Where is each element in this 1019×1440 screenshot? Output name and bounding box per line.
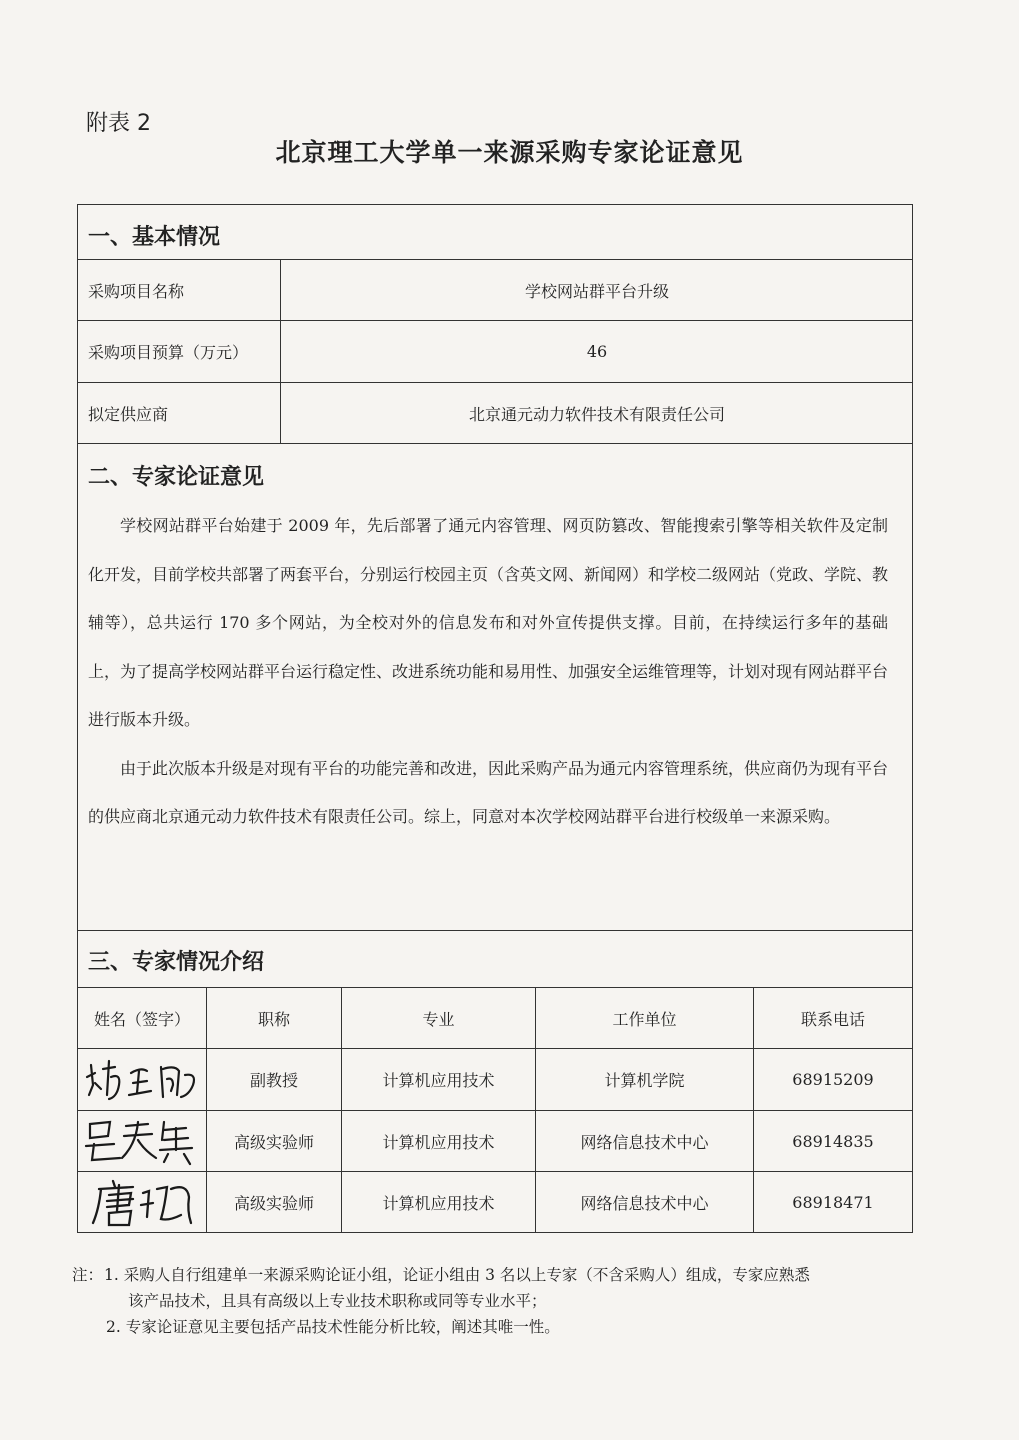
signature-1 [78,1049,206,1110]
expert-1-phone: 68915209 [792,1070,874,1089]
handwritten-signature-icon [87,1175,197,1229]
section2-heading: 二、专家论证意见 [88,465,265,490]
handwritten-signature-icon [81,1055,203,1105]
col-header-unit: 工作单位 [612,1009,677,1029]
expert-3-title: 高级实验师 [233,1193,314,1213]
row-label-budget: 采购项目预算（万元） [88,343,249,362]
expert-2-phone: 68914835 [792,1131,874,1151]
row-label-project-name: 采购项目名称 [88,281,185,301]
expert-1-unit: 计算机学院 [604,1071,685,1090]
opinion-paragraph-2: 由于此次版本升级是对现有平台的功能完善和改进，因此采购产品为通元内容管理系统，供应商仍为现有平台的供应商北京通元动力软件技术有限责任公司。综上，同意对本次学校网站群平台进行校级单一来源采购。 [88,758,889,826]
note-1 [72,1262,952,1288]
divider [77,443,913,444]
row-value-project-name: 学校网站群平台升级 [524,281,669,301]
expert-3-phone: 68918471 [792,1192,874,1212]
opinion-text [88,502,888,842]
expert-1-major: 计算机应用技术 [382,1071,495,1090]
annex-label: 附表 2 [86,111,151,136]
page-title: 北京理工大学单一来源采购专家论证意见 [275,138,744,167]
expert-2-title: 高级实验师 [233,1132,314,1152]
expert-2-unit: 网络信息技术中心 [580,1132,709,1152]
section1-heading: 一、基本情况 [88,225,221,250]
note-2: 2. 专家论证意见主要包括产品技术性能分析比较，阐述其唯一性。 [106,1318,560,1336]
col-header-title: 职称 [257,1009,290,1029]
row-value-budget: 46 [586,342,608,361]
col-header-phone: 联系电话 [800,1009,865,1029]
col-header-major: 专业 [422,1009,455,1029]
row-value-supplier: 北京通元动力软件技术有限责任公司 [468,404,725,424]
note-1-line-1: 1. 采购人自行组建单一来源采购论证小组，论证小组由 3 名以上专家（不含采购人）组成，专家应熟悉 [104,1266,810,1284]
opinion-paragraph-1: 学校网站群平台始建于 2009 年，先后部署了通元内容管理、网页防篡改、智能搜索引擎等相关软件及定制化开发，目前学校共部署了两套平台，分别运行校园主页（含英文网、新闻网）和学校二级网站（党政、学院、教辅等），总共运行 170 多个网站，为全校对外的信息发布和对外宣传提供支撑。目前，在持续运行多年的基础上，为了提高学校网站群平台运行稳定性、改进系统功能和易用性、加强安全运维管理等，计划对现有网站群平台进行版本升级。 [88,516,889,729]
expert-3-major: 计算机应用技术 [382,1193,495,1213]
footnotes [72,1262,952,1340]
col-header-name: 姓名（签字） [93,1009,190,1029]
note-prefix: 注： [72,1266,104,1284]
divider [280,259,281,443]
handwritten-signature-icon [80,1114,204,1168]
expert-2-major: 计算机应用技术 [382,1132,495,1152]
section3-heading: 三、专家情况介绍 [88,950,265,975]
note-1-line-2: 该产品技术，且具有高级以上专业技术职称或同等专业水平； [128,1292,547,1310]
signature-2 [78,1111,206,1171]
signature-3 [78,1172,206,1232]
divider [77,930,913,931]
row-label-supplier: 拟定供应商 [88,404,169,424]
expert-1-title: 副教授 [249,1071,298,1090]
expert-3-unit: 网络信息技术中心 [580,1193,709,1213]
